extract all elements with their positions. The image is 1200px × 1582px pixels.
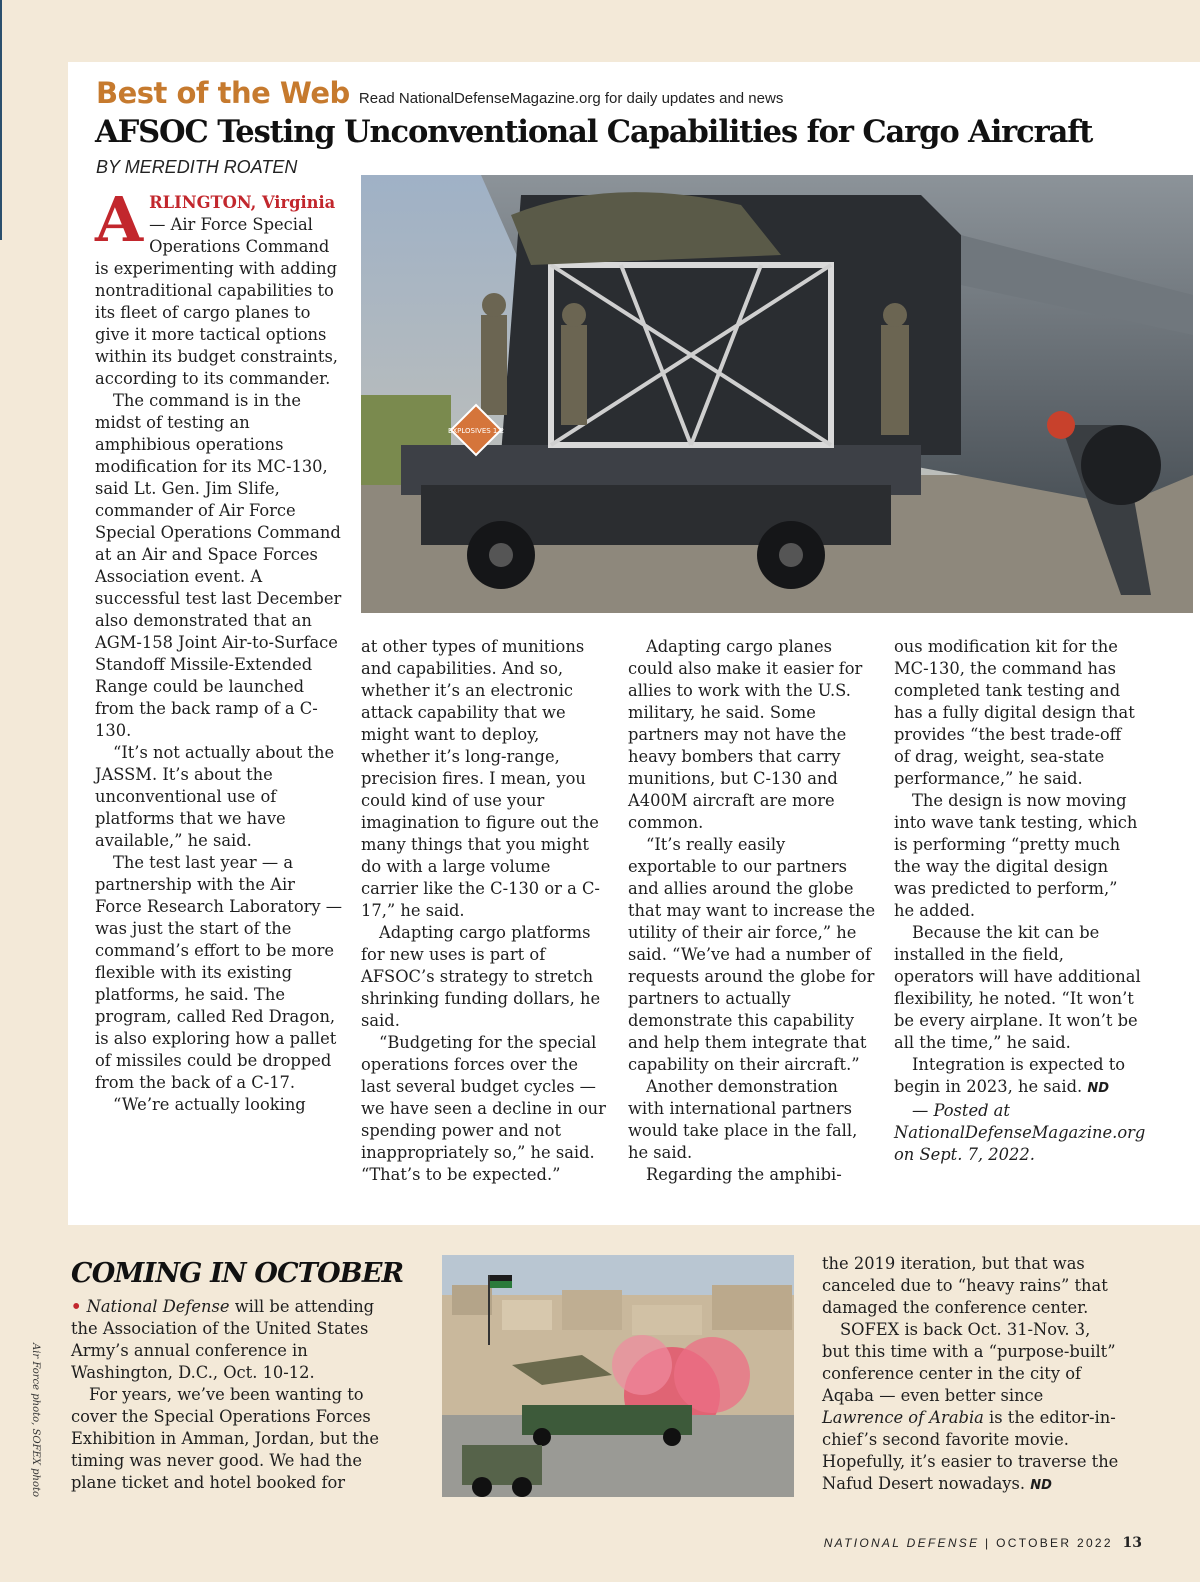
article-paragraph: ous modification kit for the MC-130, the command has completed tank testing and has a fully digital design that provides “the best trade-off of drag, weight, sea-state performance,” he said. (894, 637, 1135, 788)
photo-credit: Air Force photo, SOFEX photo (30, 1343, 41, 1498)
dateline: RLINGTON, Virginia (149, 193, 336, 212)
cargo-aircraft-photo (361, 175, 1193, 613)
article-headline: AFSOC Testing Unconventional Capabilities for Cargo Aircraft (95, 114, 1093, 150)
article-byline: BY MEREDITH ROATEN (96, 157, 298, 177)
sidebar-end-mark: ND (1030, 1478, 1052, 1493)
closing-text: Integration is expected to begin in 2023, he said. (894, 1055, 1126, 1096)
article-column-4 (894, 636, 1146, 1166)
article-column-3 (628, 636, 876, 1186)
sidebar-column-1 (71, 1296, 389, 1494)
bullet-icon: • (71, 1297, 82, 1316)
sidebar-paragraph: For years, we’ve been wanting to cover the Special Operations Forces Exhibition in Amman, Jordan, but the timing was never good. We had the plane ticket and hotel booked for (71, 1385, 380, 1492)
sidebar-text: SOFEX is back Oct. 31-Nov. 3, but this time with a “purpose-built” conference center in the city of Aqaba — even better since (822, 1320, 1116, 1405)
article-paragraph: The test last year — a partnership with the Air Force Research Laboratory — was just the start of the command’s effort to be more flexible with its existing platforms, he said. The program, called Red Dragon, is also exploring how a pallet of missiles could be dropped from the back of a C-17. (95, 853, 343, 1092)
drop-cap: A (95, 183, 144, 256)
sidebar-column-2 (822, 1253, 1122, 1497)
kicker-subtitle: Read NationalDefenseMagazine.org for daily updates and news (358, 90, 784, 107)
kicker-title: Best of the Web (96, 76, 350, 110)
article-paragraph: The command is in the midst of testing an amphibious operations modification for its MC-130, said Lt. Gen. Jim Slife, commander of Air Force Special Operations Command at an Air and Space Forces Association event. A successful test last December also demonstrated that an AGM-158 Joint Air-to-Surface Standoff Missile-Extended Range could be launched from the back ramp of a C-130. (95, 391, 342, 740)
article-paragraph: “Budgeting for the special operations forces over the last several budget cycles — we have seen a decline in our spending power and not inappropriately so,” he said. “That’s to be expected.” (361, 1033, 606, 1184)
sidebar-paragraph (822, 1319, 1122, 1497)
movie-title: Lawrence of Arabia (822, 1408, 984, 1427)
article-paragraph: “It’s not actually about the JASSM. It’s about the unconventional use of platforms that we have available,” he said. (95, 743, 335, 850)
article-paragraph: “We’re actually looking (113, 1095, 306, 1114)
article-paragraph: Because the kit can be installed in the field, operators will have additional flexibility, he noted. “It won’t be every airplane. It won’t be all the time,” he said. (894, 923, 1141, 1052)
article-paragraph: Adapting cargo planes could also make it easier for allies to work with the U.S. military, he said. Some partners may not have the heavy bombers that carry munitions, but C-130 and A400M aircraft are more common. (628, 637, 863, 832)
sidebar-text: is the editor-in-chief’s second favorite movie. Hopefully, it’s easier to traverse the Nafud Desert nowadays. (822, 1408, 1119, 1493)
sofex-exhibition-photo (442, 1255, 794, 1497)
sidebar-paragraph: the 2019 iteration, but that was canceled due to “heavy rains” that damaged the conference center. (822, 1254, 1108, 1317)
article-paragraph: at other types of munitions and capabilities. And so, whether it’s an electronic attack capability that we might want to deploy, whether it’s long-range, precision fires. I mean, you could kind of use your imagination to figure out the many things that you might do with a large volume carrier like the C-130 or a C-17,” he said. (361, 637, 600, 920)
article-column-1 (95, 183, 345, 1116)
sidebar-title: COMING IN OCTOBER (71, 1258, 404, 1289)
publication-name: National Defense (86, 1297, 230, 1316)
edge-color-bar (0, 0, 2, 240)
explosives-placard-text: EXPLOSIVES 1.2 (447, 427, 505, 435)
sidebar-lead (71, 1296, 389, 1384)
page-number: 13 (1122, 1535, 1142, 1551)
article-closing-paragraph (894, 1054, 1142, 1100)
article-paragraph: Another demonstration with international partners would take place in the fall, he said. (628, 1077, 858, 1162)
sofex-illustration (442, 1255, 794, 1497)
section-kicker (96, 76, 783, 110)
folio-issue: OCTOBER 2022 (996, 1536, 1113, 1550)
page-footer (824, 1535, 1142, 1551)
article-paragraph: “It’s really easily exportable to our partners and allies around the globe that may want to increase the utility of their air force,” he said. “We’ve had a number of requests around the globe for partners to actually demonstrate this capability and help them integrate that capability on their aircraft.” (628, 835, 876, 1074)
article-column-2 (361, 636, 609, 1186)
article-panel (68, 62, 1200, 1225)
posted-note: — Posted at NationalDefenseMagazine.org on Sept. 7, 2022. (894, 1101, 1146, 1164)
end-mark: ND (1087, 1081, 1110, 1096)
folio-publication: NATIONAL DEFENSE (823, 1536, 980, 1550)
cargo-aircraft-illustration (361, 175, 1193, 613)
article-paragraph: The design is now moving into wave tank testing, which is performing “pretty much the way the digital design was predicted to perform,” he added. (894, 791, 1138, 920)
article-paragraph: Adapting cargo platforms for new uses is part of AFSOC’s strategy to stretch shrinking funding dollars, he said. (361, 923, 601, 1030)
article-lead-paragraph (95, 183, 345, 390)
folio-separator: | (985, 1536, 991, 1550)
article-paragraph: Regarding the amphibi- (646, 1165, 842, 1184)
sidebar-lead-text: will be attending the Association of the United States Army’s annual conference in Washington, D.C., Oct. 10-12. (71, 1297, 375, 1382)
lead-text: — Air Force Special Operations Command is experimenting with adding nontraditional capabilities to its fleet of cargo planes to give it more tactical options within its budget constraints, according to its commander. (95, 215, 338, 388)
